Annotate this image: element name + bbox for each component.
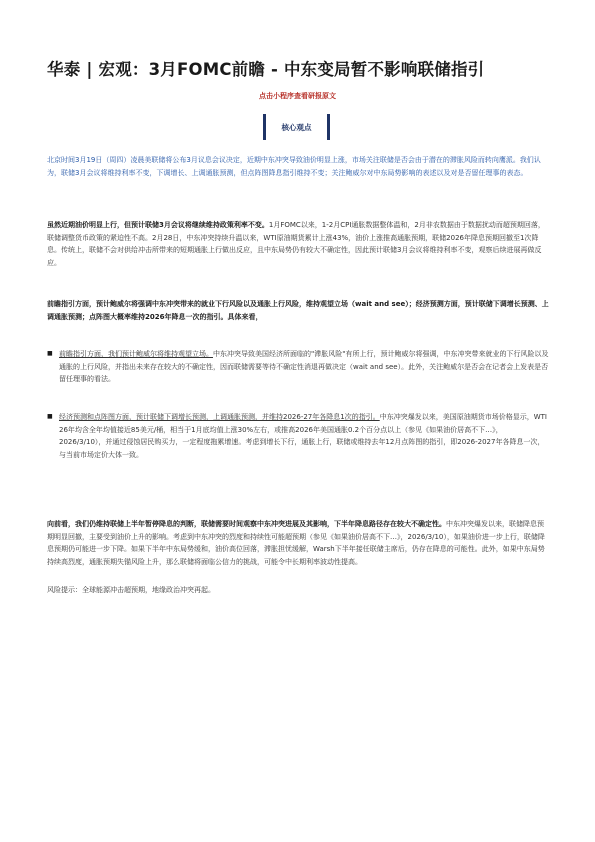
bullet-body: 中东冲突导致美国经济所面临的"滞胀风险"有所上行，预计鲍威尔将强调，中东冲突带来就业的下行风险以及通胀的上行风险，并指出未来存在较大的不确定性，因而联储需要等待不确定性消退再做决定（wait and see）。此外，关注鲍威尔是否会在记者会上发表是否留任理事的看法。	[59, 350, 549, 384]
paragraph-rates-lead: 虽然近期油价明显上行，但预计联储3月会议将继续维持政策利率不变。	[47, 221, 269, 229]
bullet-item	[47, 348, 549, 386]
paragraph-outlook-body: 中东冲突爆发以来，联储降息预期明显回撤，主要受到油价上升的影响。考虑到中东冲突的烈度和持续性可能超预期（参见《如果油价居高不下…》，2026/3/10），如果油价进一步上行，联储降息预期仍可能进一步下降。如果下半年中东局势缓和，油价高位回落，滞胀担忧缓解，Warsh下半年接任联储主席后，仍存在降息的可能性。此外，如果中东局势持续高烈度，通胀预期失锚风险上升，那么联储将面临公信力的挑战，可能令中长期利率波动性提高。	[47, 520, 545, 566]
section-header-core-views	[263, 114, 330, 140]
page-title: 华泰 | 宏观：3月FOMC前瞻 - 中东变局暂不影响联储指引	[47, 60, 485, 79]
bullet-lead: 前瞻指引方面，我们预计鲍威尔将维持观望立场。	[59, 350, 213, 358]
paragraph-rates-body: 1月FOMC以来，1-2月CPI通胀数据整体温和，2月非农数据由于数据扰动而超预期回落，联储调整货币政策的紧迫性不高。2月28日，中东冲突持续升温以来，WTI原油期货累计上涨43%，油价上涨推高通胀预期，联储2026年降息预期回撤至1次降息。传统上，联储不会对供给冲击所带来的短期通胀上行做出反应，且中东局势仍有较大不确定性，因此预计联储3月会议将维持利率不变，观察后续进展再做反应。	[47, 221, 545, 267]
risk-warning: 风险提示：全球能源冲击超预期，地缘政治冲突再起。	[47, 586, 215, 594]
paragraph-rates	[47, 219, 549, 269]
bullet-body: 中东冲突爆发以来，美国原油期货市场价格显示，WTI 26年均含全年均值接近85美元/桶，相当于1月底均值上涨30%左右，或推高2026年美国通胀0.2个百分点以上（参见《如果油价居高不下…》，2026/3/10），并通过侵蚀居民购买力，一定程度拖累增速。考虑到增长下行，通胀上行，联储或维持去年12月点阵图的指引，即2026-2027年各降息一次，与当前市场定价大体一致。	[59, 413, 547, 459]
bullet-item	[47, 411, 549, 461]
paragraph-guidance-lead: 前瞻指引方面，预计鲍威尔将强调中东冲突带来的就业下行风险以及通胀上行风险，维持观望立场（wait and see）；经济预测方面，预计联储下调增长预测、上调通胀预测；点阵图大概率维持2026年降息一次的指引。具体来看，	[47, 300, 549, 321]
paragraph-outlook-lead: 向前看，我们仍维持联储上半年暂停降息的判断，联储需要时间观察中东冲突进展及其影响，下半年降息路径存在较大不确定性。	[47, 520, 446, 528]
square-bullet-icon: ■	[47, 413, 53, 420]
square-bullet-icon: ■	[47, 350, 53, 357]
mini-program-link[interactable]: 点击小程序查看研报原文	[259, 92, 336, 100]
summary-paragraph: 北京时间3月19日（周四）凌晨美联储将公布3月议息会议决定，近期中东冲突导致油价明显上涨，市场关注联储是否会由于潜在的滞胀风险而转向鹰派。我们认为，联储3月会议将维持利率不变，下调增长、上调通胀预测，但点阵图降息指引维持不变；关注鲍威尔对中东局势影响的表述以及对是否留任理事的表态。	[47, 156, 541, 177]
bullet-lead: 经济预测和点阵图方面，预计联储下调增长预测，上调通胀预测，并维持2026-27年各降息1次的指引。	[59, 413, 380, 421]
section-label: 核心观点	[281, 122, 312, 132]
paragraph-outlook	[47, 518, 549, 568]
